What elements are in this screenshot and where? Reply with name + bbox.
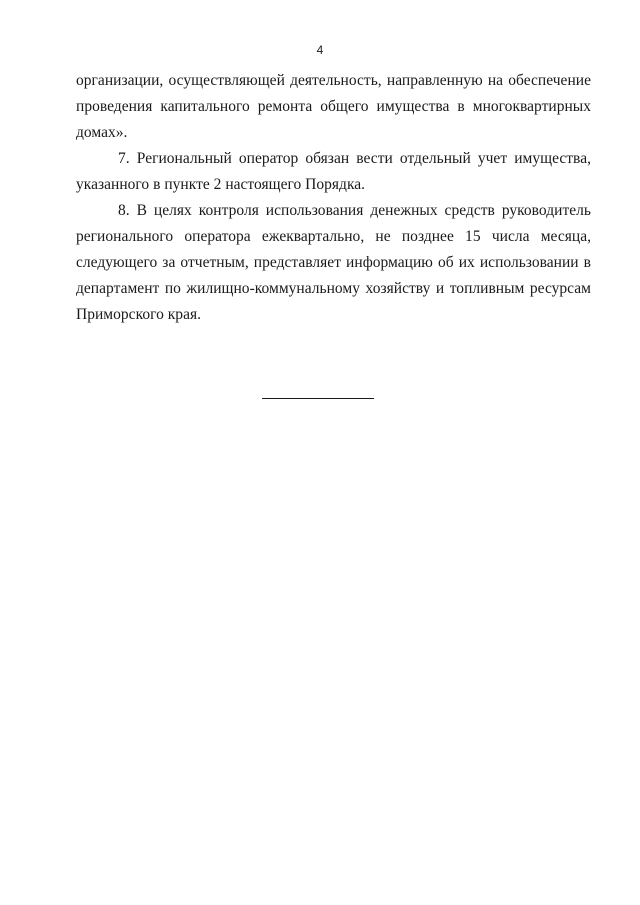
- text-line: 8. В целях контроля использования денежных средств руководитель: [118, 202, 591, 219]
- page-number: 4: [316, 43, 324, 57]
- end-divider-line: [262, 398, 374, 399]
- text-line: регионального оператора ежеквартально, не позднее 15 числа месяца,: [76, 228, 591, 245]
- paragraph-8: [76, 198, 591, 328]
- text-line: Приморского края.: [76, 306, 202, 323]
- text-line: департамент по жилищно-коммунальному хозяйству и топливным ресурсам: [76, 280, 591, 297]
- text-line: домах».: [76, 124, 128, 141]
- text-line: 7. Региональный оператор обязан вести отдельный учет имущества,: [118, 150, 591, 167]
- document-body: [76, 68, 591, 328]
- paragraph-7: [76, 146, 591, 198]
- text-line: проведения капитального ремонта общего имущества в многоквартирных: [76, 98, 591, 115]
- text-line: указанного в пункте 2 настоящего Порядка.: [76, 176, 366, 193]
- paragraph-continuation: [76, 68, 591, 146]
- text-line: организации, осуществляющей деятельность, направленную на обеспечение: [76, 72, 591, 89]
- text-line: следующего за отчетным, представляет информацию об их использовании в: [76, 254, 591, 271]
